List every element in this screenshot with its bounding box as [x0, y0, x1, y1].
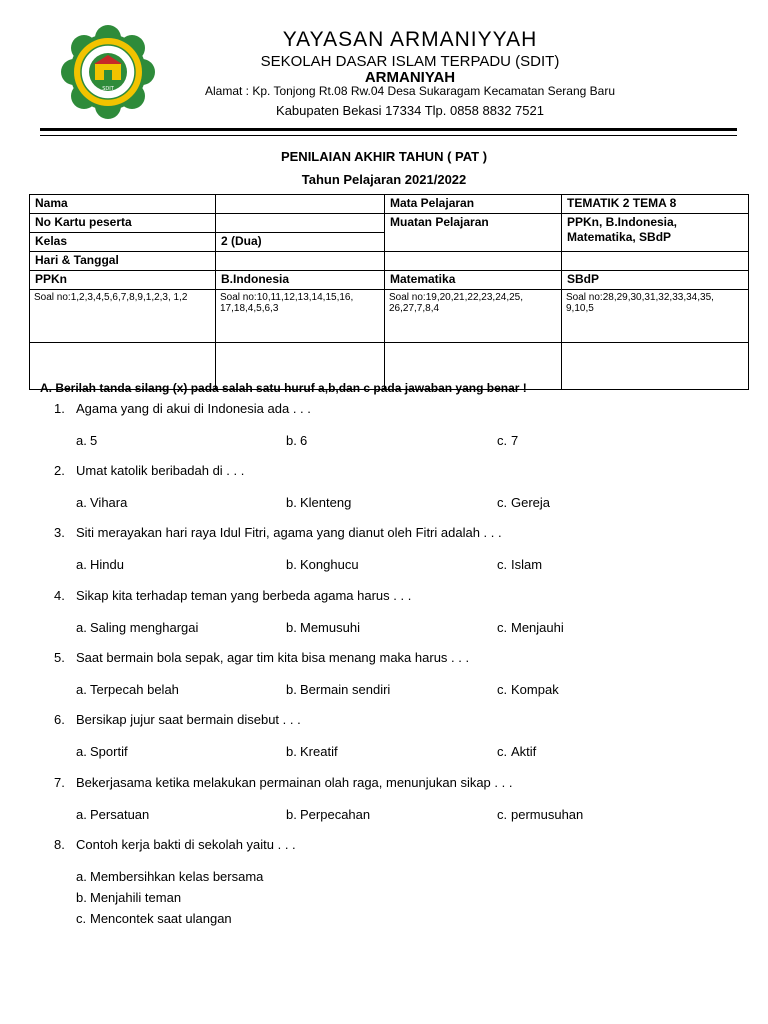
school-name: SEKOLAH DASAR ISLAM TERPADU (SDIT): [260, 53, 560, 70]
question-8: [54, 837, 296, 852]
option-a[interactable]: [76, 869, 263, 884]
student-info-table: [29, 194, 749, 390]
question-number: 3.: [54, 525, 65, 540]
kelas-value: 2 (Dua): [216, 233, 385, 252]
question-4: [54, 588, 411, 603]
option-letter: a.: [76, 495, 87, 510]
score-cell-sbdp[interactable]: [562, 343, 749, 390]
option-b[interactable]: [286, 495, 351, 510]
header-divider-thin: [40, 135, 737, 136]
option-letter: b.: [286, 682, 297, 697]
option-letter: a.: [76, 869, 87, 884]
question-text: Bersikap jujur saat bermain disebut . . .: [76, 712, 301, 727]
option-letter: b.: [286, 744, 297, 759]
option-b[interactable]: [286, 682, 390, 697]
option-text: Vihara: [90, 495, 128, 510]
question-6: [54, 712, 301, 727]
option-text: Klenteng: [300, 495, 352, 510]
option-c[interactable]: [497, 495, 550, 510]
option-letter: a.: [76, 433, 87, 448]
option-letter: c.: [497, 557, 508, 572]
option-letter: c.: [497, 807, 508, 822]
table-row: [30, 195, 749, 214]
foundation-name: YAYASAN ARMANIYYAH: [282, 28, 538, 51]
mapel-value: TEMATIK 2 TEMA 8: [562, 195, 749, 214]
option-text: permusuhan: [511, 807, 584, 822]
option-text: Membersihkan kelas bersama: [90, 869, 264, 884]
option-b[interactable]: [286, 807, 370, 822]
question-7: [54, 775, 512, 790]
option-letter: b.: [286, 557, 297, 572]
table-row: [30, 290, 749, 343]
question-number: 4.: [54, 588, 65, 603]
option-text: Perpecahan: [300, 807, 371, 822]
option-c[interactable]: [497, 557, 542, 572]
option-a[interactable]: [76, 495, 127, 510]
option-letter: a.: [76, 682, 87, 697]
table-row: [30, 271, 749, 290]
option-letter: a.: [76, 744, 87, 759]
hari-label: Hari & Tanggal: [30, 252, 216, 271]
option-b[interactable]: [76, 890, 181, 905]
subject-header-bindonesia: B.Indonesia: [216, 271, 385, 290]
question-2: [54, 463, 244, 478]
option-letter: b.: [286, 433, 297, 448]
option-text: Terpecah belah: [90, 682, 179, 697]
question-number: 2.: [54, 463, 65, 478]
option-letter: a.: [76, 807, 87, 822]
soal-ppkn: Soal no:1,2,3,4,5,6,7,8,9,1,2,3, 1,2: [30, 290, 216, 343]
muatan-value: PPKn, B.Indonesia, Matematika, SBdP: [562, 214, 749, 252]
option-text: Islam: [511, 557, 543, 572]
option-b[interactable]: [286, 620, 360, 635]
option-a[interactable]: [76, 744, 128, 759]
option-letter: c.: [497, 495, 508, 510]
question-text: Agama yang di akui di Indonesia ada . . .: [76, 401, 311, 416]
question-number: 1.: [54, 401, 65, 416]
soal-matematika: Soal no:19,20,21,22,23,24,25, 26,27,7,8,4: [385, 290, 562, 343]
kartu-label: No Kartu peserta: [30, 214, 216, 233]
exam-title: PENILAIAN AKHIR TAHUN ( PAT ): [280, 149, 488, 164]
option-letter: b.: [286, 807, 297, 822]
option-text: Menjauhi: [511, 620, 564, 635]
question-text: Saat bermain bola sepak, agar tim kita bisa menang maka harus . . .: [76, 650, 470, 665]
subject-header-sbdp: SBdP: [562, 271, 749, 290]
option-a[interactable]: [76, 682, 179, 697]
option-letter: a.: [76, 620, 87, 635]
option-text: Bermain sendiri: [300, 682, 391, 697]
kartu-field[interactable]: [216, 214, 385, 233]
option-b[interactable]: [286, 433, 307, 448]
soal-bindonesia: Soal no:10,11,12,13,14,15,16, 17,18,4,5,6,3: [216, 290, 385, 343]
option-text: Menjahili teman: [90, 890, 182, 905]
school-short-name: ARMANIYAH: [364, 69, 456, 86]
soal-sbdp: Soal no:28,29,30,31,32,33,34,35, 9,10,5: [562, 290, 749, 343]
option-text: Kompak: [511, 682, 559, 697]
question-text: Umat katolik beribadah di . . .: [76, 463, 245, 478]
question-number: 6.: [54, 712, 65, 727]
option-text: 5: [90, 433, 98, 448]
option-text: Hindu: [90, 557, 124, 572]
option-text: Gereja: [511, 495, 551, 510]
school-address: Alamat : Kp. Tonjong Rt.08 Rw.04 Desa Sukaragam Kecamatan Serang Baru: [204, 84, 615, 98]
header-divider-thick: [40, 128, 737, 131]
nama-label: Nama: [30, 195, 216, 214]
option-text: Saling menghargai: [90, 620, 199, 635]
option-a[interactable]: [76, 620, 198, 635]
option-letter: c.: [497, 433, 508, 448]
option-c[interactable]: [497, 620, 564, 635]
question-number: 7.: [54, 775, 65, 790]
question-text: Sikap kita terhadap teman yang berbeda agama harus . . .: [76, 588, 412, 603]
option-text: Mencontek saat ulangan: [90, 911, 232, 926]
subject-header-ppkn: PPKn: [30, 271, 216, 290]
option-text: Persatuan: [90, 807, 150, 822]
option-c[interactable]: [76, 911, 232, 926]
question-3: [54, 525, 502, 540]
option-text: 7: [511, 433, 519, 448]
option-letter: c.: [497, 682, 508, 697]
question-5: [54, 650, 469, 665]
table-row: [30, 252, 749, 271]
empty-cell: [562, 252, 749, 271]
question-text: Siti merayakan hari raya Idul Fitri, agama yang dianut oleh Fitri adalah . . .: [76, 525, 502, 540]
option-letter: c.: [497, 744, 508, 759]
option-c[interactable]: [497, 682, 559, 697]
option-c[interactable]: [497, 807, 583, 822]
option-a[interactable]: [76, 807, 149, 822]
option-text: Kreatif: [300, 744, 338, 759]
option-c[interactable]: [497, 433, 518, 448]
table-row: [30, 214, 749, 233]
option-letter: b.: [286, 495, 297, 510]
option-text: 6: [300, 433, 308, 448]
option-b[interactable]: [286, 557, 359, 572]
nama-field[interactable]: [216, 195, 385, 214]
option-text: Konghucu: [300, 557, 359, 572]
exam-year: Tahun Pelajaran 2021/2022: [301, 172, 467, 187]
question-1: [54, 401, 311, 416]
option-a[interactable]: [76, 557, 124, 572]
option-letter: c.: [76, 911, 87, 926]
kelas-label: Kelas: [30, 233, 216, 252]
question-text: Bekerjasama ketika melakukan permainan olah raga, menunjukan sikap . . .: [76, 775, 513, 790]
svg-text:SDIT: SDIT: [102, 86, 114, 92]
option-letter: b.: [286, 620, 297, 635]
option-c[interactable]: [497, 744, 536, 759]
school-logo: [60, 24, 156, 120]
option-a[interactable]: [76, 433, 97, 448]
subject-header-matematika: Matematika: [385, 271, 562, 290]
option-letter: c.: [497, 620, 508, 635]
option-letter: b.: [76, 890, 87, 905]
option-text: Sportif: [90, 744, 128, 759]
empty-cell: [385, 252, 562, 271]
muatan-label: Muatan Pelajaran: [385, 214, 562, 252]
mapel-label: Mata Pelajaran: [385, 195, 562, 214]
option-b[interactable]: [286, 744, 338, 759]
question-text: Contoh kerja bakti di sekolah yaitu . . .: [76, 837, 296, 852]
option-letter: a.: [76, 557, 87, 572]
question-number: 5.: [54, 650, 65, 665]
question-number: 8.: [54, 837, 65, 852]
section-a-instruction: A. Berilah tanda silang (x) pada salah satu huruf a,b,dan c pada jawaban yang benar !: [40, 381, 527, 395]
hari-field[interactable]: [216, 252, 385, 271]
school-contact: Kabupaten Bekasi 17334 Tlp. 0858 8832 7521: [276, 103, 544, 118]
option-text: Aktif: [511, 744, 537, 759]
option-text: Memusuhi: [300, 620, 360, 635]
